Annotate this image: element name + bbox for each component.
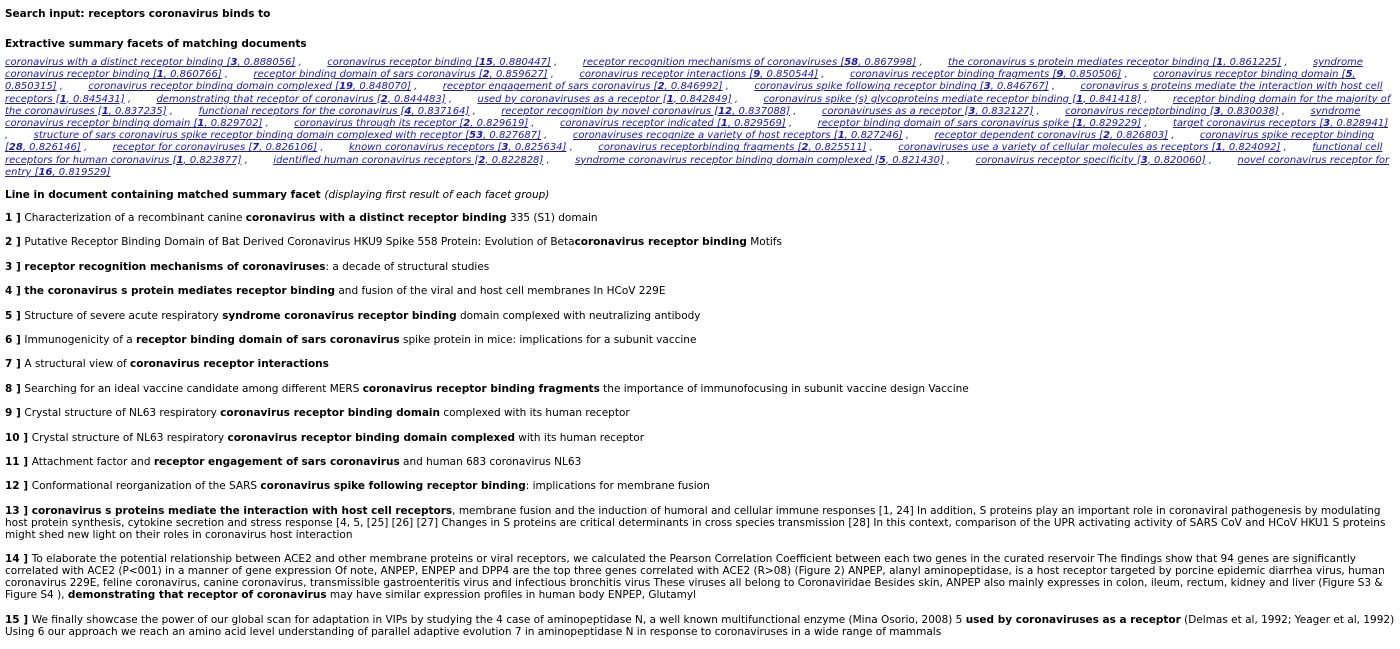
facet-link[interactable]: coronaviruses recognize a variety of host receptors [1, 0.827246] xyxy=(572,130,903,142)
result-line: 3 ] receptor recognition mechanisms of coronaviruses: a decade of structural studies xyxy=(5,260,490,273)
facet-link[interactable]: used by coronaviruses as a receptor [1, 0.842849] xyxy=(477,93,732,105)
facet-count: 2 xyxy=(1103,130,1111,142)
result-line: 14 ] To elaborate the potential relationship between ACE2 and other membrane proteins or viral receptors, we calculated the Pearson Correlation Coefficient between each two genes in the curated reservoir The findings show that 94 genes are significantly correlated with ACE2 (P<001) in a manner of gene expression Of note, ANPEP, ENPEP and DPP4 are the top three genes correlated with ACE2 (R>08) (Figure 2) ANPEP, alanyl aminopeptidase, is a host receptor targeted by porcine epidemic diarrhea virus, human coronavirus 229E, feline coronavirus, canine coronavirus, transmissible gastroenteritis virus and infectious bronchitis virus These viruses all belong to Coronaviridae Besides skin, ANPEP also mainly expresses in colon, ileum, rectum, kidney and liver (Figure S3 & Figure S4 ), demonstrating that receptor of coronavirus may have similar expression profiles in human body ENPEP, Glutamyl xyxy=(5,553,1385,602)
facet-count: 1 xyxy=(720,118,728,130)
result-number: 4 ] xyxy=(5,285,25,298)
facet-separator: , xyxy=(722,81,755,93)
facet-count: 1 xyxy=(1076,93,1084,105)
search-label: Search input: xyxy=(5,8,85,20)
matched-facet-text: coronavirus receptor binding domain complexed xyxy=(227,431,515,444)
facet-separator: , xyxy=(166,105,199,117)
facet-link[interactable]: known coronavirus receptors [3, 0.825634] xyxy=(349,142,567,154)
facet-count: 2 xyxy=(482,69,490,81)
facet-separator: , xyxy=(1280,142,1313,154)
facet-link[interactable]: coronavirus receptor binding fragments [9, 0.850506] xyxy=(849,69,1122,81)
facet-link[interactable]: coronavirus s proteins mediate the interaction with host cell receptors [1, 0.845431] xyxy=(5,81,1383,105)
facet-separator: , xyxy=(543,154,576,166)
facet-link[interactable]: coronaviruses use a variety of cellular molecules as receptors [1, 0.824092] xyxy=(898,142,1281,154)
facet-separator: , xyxy=(445,93,478,105)
facet-link[interactable]: coronavirus receptorbinding [3, 0.830038] xyxy=(1065,105,1279,117)
result-number: 14 ] xyxy=(5,553,32,566)
facet-link[interactable]: coronavirus receptor binding domain complexed [19, 0.848070] xyxy=(88,81,411,93)
facet-separator: , xyxy=(221,69,254,81)
matched-facet-text: used by coronaviruses as a receptor xyxy=(965,613,1181,626)
result-number: 6 ] xyxy=(5,333,25,346)
facet-count: 3 xyxy=(1323,118,1331,130)
facet-count: 3 xyxy=(1140,154,1148,166)
result-number: 5 ] xyxy=(5,309,25,322)
result-line: 4 ] the coronavirus s protein mediates receptor binding and fusion of the viral and host cell membranes In HCoV 229E xyxy=(5,285,666,298)
matched-facet-text: coronavirus with a distinct receptor binding xyxy=(245,212,507,225)
result-line: 8 ] Searching for an ideal vaccine candidate among different MERS coronavirus receptor binding fragments the importance of immunofocusing in subunit vaccine design Vaccine xyxy=(5,382,969,395)
facets-heading: Extractive summary facets of matching documents xyxy=(5,38,307,50)
result-number: 12 ] xyxy=(5,480,32,493)
facet-count: 3 xyxy=(501,142,509,154)
result-line: 11 ] Attachment factor and receptor engagement of sars coronavirus and human 683 coronavirus NL63 xyxy=(5,455,582,468)
facet-separator: , xyxy=(541,130,573,142)
facet-separator: , xyxy=(1205,154,1238,166)
matched-facet-text: receptor engagement of sars coronavirus xyxy=(153,455,400,468)
matched-facet-text: coronavirus spike following receptor binding xyxy=(260,480,526,493)
results-heading-text: Line in document containing matched summary facet xyxy=(5,189,321,202)
matched-facet-text: receptor binding domain of sars coronavirus xyxy=(136,333,400,346)
facet-separator: , xyxy=(241,154,274,166)
result-line: 2 ] Putative Receptor Binding Domain of Bat Derived Coronavirus HKU9 Spike 558 Protein: Evolution of Betacoronavirus receptor binding Motifs xyxy=(5,236,782,249)
facet-count: 1 xyxy=(837,130,845,142)
facet-separator: , xyxy=(1141,93,1173,105)
facet-link[interactable]: target coronavirus receptors [3, 0.828941] xyxy=(1172,118,1389,130)
facet-count: 58 xyxy=(844,57,859,68)
facet-link[interactable]: receptor for coronaviruses [7, 0.826106] xyxy=(112,142,318,154)
facet-separator: , xyxy=(1048,81,1081,93)
facet-count: 5 xyxy=(1345,69,1353,81)
facet-count: 28 xyxy=(8,142,23,154)
facet-separator: , xyxy=(1278,105,1311,117)
search-heading xyxy=(5,8,1395,21)
facet-link[interactable]: functional cell receptors for human coronavirus [1, 0.823877] xyxy=(5,142,1383,166)
matched-facet-text: demonstrating that receptor of coronavirus xyxy=(67,589,327,602)
facet-link[interactable]: coronavirus receptor binding domain [5, 0.850315] xyxy=(5,69,1356,93)
result-number: 1 ] xyxy=(5,212,25,225)
matched-facet-text: coronavirus receptor binding fragments xyxy=(362,382,600,395)
facet-link[interactable]: coronavirus through its receptor [2, 0.829619] xyxy=(294,118,529,130)
facet-separator: , xyxy=(943,154,976,166)
result-number: 10 ] xyxy=(5,431,32,444)
facet-separator: , xyxy=(528,118,561,130)
facet-separator: , xyxy=(1281,57,1314,68)
facet-link[interactable]: demonstrating that receptor of coronavirus [2, 0.844483] xyxy=(156,93,446,105)
search-query: receptors coronavirus binds to xyxy=(88,8,271,20)
facet-list xyxy=(5,57,1395,179)
matched-facet-text: coronavirus s proteins mediate the interaction with host cell receptors xyxy=(31,504,453,517)
facet-link[interactable]: coronavirus receptor specificity [3, 0.820060] xyxy=(975,154,1206,166)
facet-count: 3 xyxy=(983,81,991,93)
facet-count: 1 xyxy=(59,93,67,105)
result-line: 5 ] Structure of severe acute respiratory syndrome coronavirus receptor binding domain complexed with neutralizing antibody xyxy=(5,309,701,322)
facet-separator: , xyxy=(1121,69,1154,81)
facet-separator: , xyxy=(902,130,935,142)
result-number: 3 ] xyxy=(5,260,25,273)
result-number: 13 ] xyxy=(5,504,32,517)
facet-link[interactable]: functional receptors for the coronavirus [4, 0.837164] xyxy=(198,105,470,117)
facet-count: 9 xyxy=(753,69,761,81)
facet-count: 3 xyxy=(230,57,238,68)
facet-count: 1 xyxy=(101,105,109,117)
facet-separator: , xyxy=(410,81,443,93)
facet-count: 2 xyxy=(380,93,388,105)
facet-link[interactable]: identified human coronavirus receptors [2, 0.822828] xyxy=(273,154,544,166)
facet-link[interactable]: receptor recognition mechanisms of coronaviruses [58, 0.867998] xyxy=(582,57,917,68)
facet-separator: , xyxy=(80,142,113,154)
facet-separator: , xyxy=(731,93,764,105)
facet-count: 1 xyxy=(197,118,205,130)
facet-link[interactable]: coronavirus spike receptor binding [28, 0.826146] xyxy=(5,130,1374,154)
matched-facet-text: the coronavirus s protein mediates receptor binding xyxy=(24,285,336,298)
facet-separator: , xyxy=(262,118,295,130)
facet-link[interactable]: receptor binding domain for the majority of the coronaviruses [1, 0.837235] xyxy=(5,93,1391,117)
result-line: 1 ] Characterization of a recombinant canine coronavirus with a distinct receptor binding 335 (S1) domain xyxy=(5,212,598,225)
matched-facet-text: coronavirus receptor binding xyxy=(574,236,747,249)
facet-link[interactable]: the coronavirus s protein mediates receptor binding [1, 0.861225] xyxy=(947,57,1282,68)
facet-link[interactable]: syndrome coronavirus receptor binding domain complexed [5, 0.821430] xyxy=(575,154,944,166)
facet-count: 3 xyxy=(1213,105,1221,117)
facet-link[interactable]: structure of sars coronavirus spike receptor binding domain complexed with receptor [53, 0.827687] xyxy=(33,130,542,142)
result-line: 7 ] A structural view of coronavirus receptor interactions xyxy=(5,358,329,371)
facet-link[interactable]: receptor engagement of sars coronavirus [2, 0.846992] xyxy=(442,81,723,93)
matched-facet-text: coronavirus receptor interactions xyxy=(130,358,329,371)
facet-link[interactable]: syndrome coronavirus receptor binding domain [1, 0.829702] xyxy=(5,105,1361,130)
facet-count: 9 xyxy=(1056,69,1064,81)
facet-separator: , xyxy=(56,81,89,93)
facet-count: 1 xyxy=(1216,57,1224,68)
facet-link[interactable]: coronaviruses as a receptor [3, 0.832127] xyxy=(821,105,1034,117)
results-heading-note: (displaying first result of each facet group) xyxy=(324,189,550,202)
facet-separator: , xyxy=(1033,105,1066,117)
facet-link[interactable]: receptor binding domain of sars coronavirus [2, 0.859627] xyxy=(253,69,548,81)
facet-separator: , xyxy=(1141,118,1173,130)
facet-separator: , xyxy=(785,118,818,130)
facet-separator: , xyxy=(547,69,580,81)
result-number: 2 ] xyxy=(5,236,25,249)
facet-link[interactable]: coronavirus receptor interactions [9, 0.850544] xyxy=(579,69,819,81)
facet-count: 5 xyxy=(878,154,886,166)
facet-link[interactable]: syndrome coronavirus receptor binding [1, 0.860766] xyxy=(5,57,1363,81)
facet-separator: , xyxy=(790,105,822,117)
facet-separator: , xyxy=(916,57,948,68)
facet-separator: , xyxy=(295,57,328,68)
facet-link[interactable]: receptor recognition by novel coronavirus [12, 0.837088] xyxy=(501,105,791,117)
facet-count: 7 xyxy=(252,142,260,154)
facet-link[interactable]: receptor binding domain of sars coronavirus spike [1, 0.829229] xyxy=(817,118,1142,130)
facet-count: 1 xyxy=(666,93,674,105)
facet-count: 1 xyxy=(1215,142,1223,154)
result-number: 7 ] xyxy=(5,358,25,371)
result-line: 13 ] coronavirus s proteins mediate the interaction with host cell receptors, membrane fusion and the induction of humoral and cellular immune responses [1, 24] In addition, S proteins play an important role in coronaviral pathogenesis by modulating host protein synthesis, cytokine secretion and stress response [4, 5, [25] [26] [27] Changes in S proteins are critical determinants in cross species transmission [28] In this context, comparison of the UPR activating activity of SARS CoV and HCoV HKU1 S proteins might shed new light on their roles in coronavirus host interaction xyxy=(5,504,1386,541)
facet-link[interactable]: coronavirus receptor indicated [1, 0.829569] xyxy=(560,118,786,130)
matched-facet-text: receptor recognition mechanisms of coronaviruses xyxy=(24,260,326,273)
facet-link[interactable]: receptor dependent coronavirus [2, 0.826803] xyxy=(934,130,1169,142)
matched-facet-text: coronavirus receptor binding domain xyxy=(220,407,440,420)
facet-separator: , xyxy=(550,57,583,68)
facet-separator: , xyxy=(124,93,157,105)
facet-separator: , xyxy=(866,142,899,154)
facet-count: 3 xyxy=(968,105,976,117)
facet-count: 1 xyxy=(1076,118,1084,130)
result-line: 6 ] Immunogenicity of a receptor binding domain of sars coronavirus spike protein in mice: implications for a subunit vaccine xyxy=(5,333,697,346)
facet-separator: , xyxy=(566,142,599,154)
facet-count: 12 xyxy=(718,105,733,117)
result-list xyxy=(5,212,1395,637)
facet-separator: , xyxy=(1168,130,1200,142)
facet-link[interactable]: coronavirus spike (s) glycoproteins mediate receptor binding [1, 0.841418] xyxy=(763,93,1142,105)
facet-count: 16 xyxy=(38,166,53,178)
facet-count: 1 xyxy=(176,154,184,166)
facet-count: 19 xyxy=(339,81,353,93)
facet-count: 2 xyxy=(801,142,809,154)
result-number: 9 ] xyxy=(5,407,25,420)
facet-count: 1 xyxy=(156,69,164,81)
facet-count: 2 xyxy=(657,81,665,93)
facet-link[interactable]: coronavirus spike following receptor binding [3, 0.846767] xyxy=(754,81,1049,93)
result-number: 8 ] xyxy=(5,382,25,395)
facet-separator: , xyxy=(317,142,349,154)
result-line: 9 ] Crystal structure of NL63 respiratory coronavirus receptor binding domain complexed with its human receptor xyxy=(5,407,630,420)
facet-count: 4 xyxy=(404,105,412,117)
facet-link[interactable]: novel coronavirus receptor for entry [16, 0.819529] xyxy=(5,154,1390,178)
facet-link[interactable]: coronavirus receptor binding [15, 0.880447] xyxy=(327,57,551,68)
facet-link[interactable]: coronavirus with a distinct receptor binding [3, 0.888056] xyxy=(5,57,296,68)
result-number: 15 ] xyxy=(5,613,32,626)
facet-count: 15 xyxy=(479,57,493,68)
facet-link[interactable]: coronavirus receptorbinding fragments [2, 0.825511] xyxy=(598,142,867,154)
facet-separator: , xyxy=(818,69,850,81)
matched-facet-text: syndrome coronavirus receptor binding xyxy=(222,309,457,322)
facet-separator: , xyxy=(5,130,34,142)
facet-count: 2 xyxy=(463,118,471,130)
facet-count: 2 xyxy=(478,154,486,166)
results-heading xyxy=(5,189,1395,202)
facet-count: 53 xyxy=(469,130,484,142)
result-line: 12 ] Conformational reorganization of the SARS coronavirus spike following receptor binding: implications for membrane fusion xyxy=(5,480,710,493)
result-line: 10 ] Crystal structure of NL63 respiratory coronavirus receptor binding domain complexed with its human receptor xyxy=(5,431,645,444)
facet-separator: , xyxy=(469,105,502,117)
result-line: 15 ] We finally showcase the power of our global scan for adaptation in VIPs by studying the 4 case of aminopeptidase N, a well known multifunctional enzyme (Mina Osorio, 2008) 5 used by coronaviruses as a receptor (Delmas et al, 1992; Yeager et al, 1992) Using 6 our approach we reach an amino acid level understanding of parallel adaptive evolution 7 in aminopeptidase N in response to coronaviruses in a wide range of mammals xyxy=(5,613,1395,638)
result-number: 11 ] xyxy=(5,455,32,468)
